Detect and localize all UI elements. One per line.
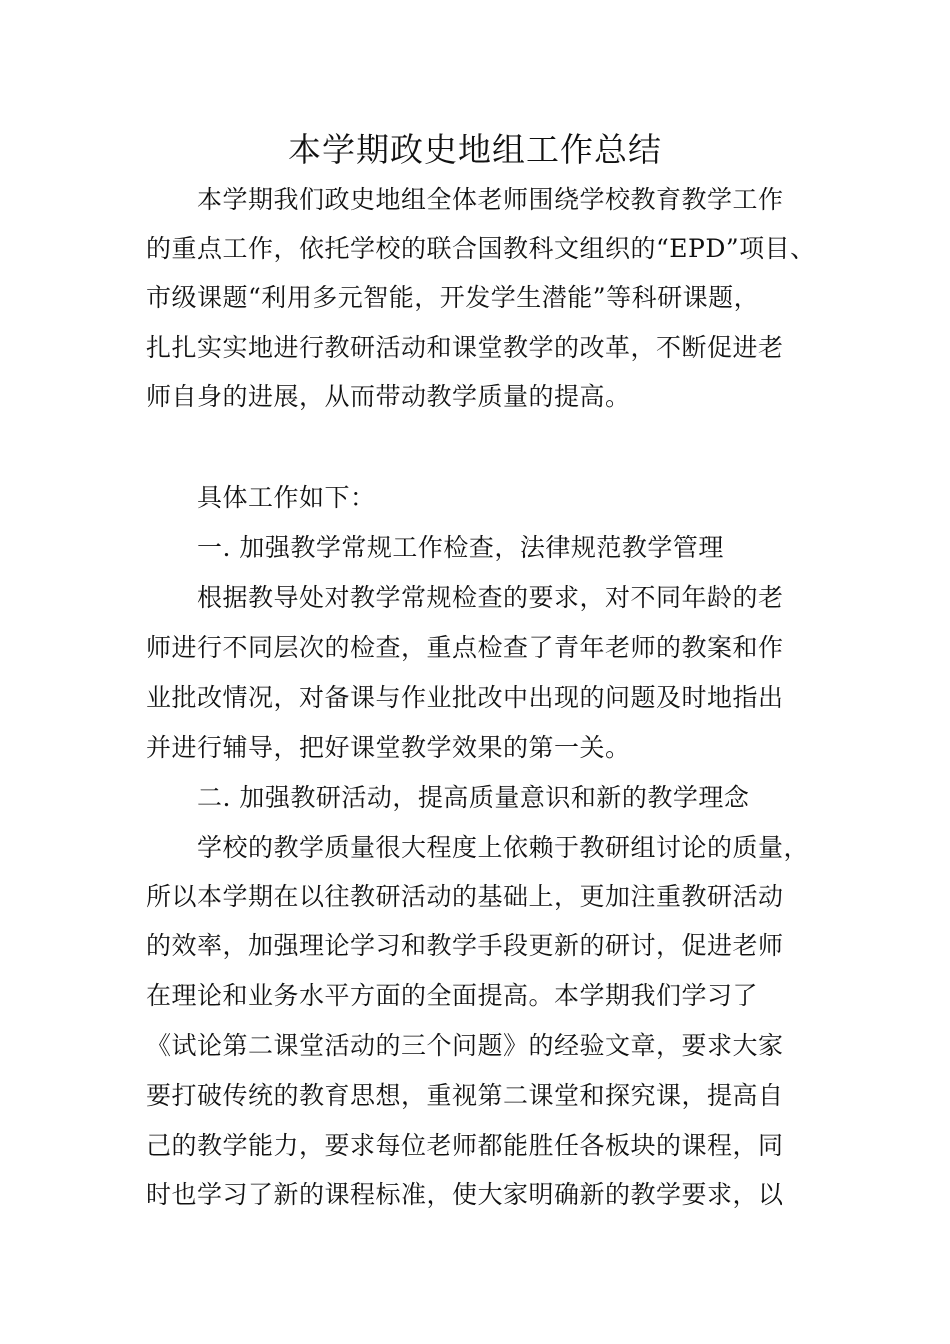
paragraph-line: 要打破传统的教育思想，重视第二课堂和探究课，提高自 <box>146 1081 784 1110</box>
paragraph-line: 师自身的进展，从而带动教学质量的提高。 <box>146 382 631 411</box>
paragraph-line: 《试论第二课堂活动的三个问题》的经验文章，要求大家 <box>146 1031 784 1060</box>
paragraph-line: 本学期我们政史地组全体老师围绕学校教育教学工作 <box>197 185 784 214</box>
section-heading: 一. 加强教学常规工作检查，法律规范教学管理 <box>197 533 724 562</box>
paragraph-line: 市级课题“利用多元智能，开发学生潜能”等科研课题， <box>146 283 760 312</box>
paragraph-line: 己的教学能力，要求每位老师都能胜任各板块的课程，同 <box>146 1131 784 1160</box>
paragraph-line: 学校的教学质量很大程度上依赖于教研组讨论的质量， <box>197 833 810 862</box>
paragraph-line: 具体工作如下： <box>197 483 376 512</box>
page-title: 本学期政史地组工作总结 <box>288 130 662 169</box>
section-heading: 二. 加强教研活动，提高质量意识和新的教学理念 <box>197 783 750 812</box>
paragraph-line: 所以本学期在以往教研活动的基础上，更加注重教研活动 <box>146 882 784 911</box>
paragraph-line: 的重点工作，依托学校的联合国教科文组织的“EPD”项目、 <box>146 234 816 263</box>
paragraph-line: 扎扎实实地进行教研活动和课堂教学的改革，不断促进老 <box>146 333 784 362</box>
paragraph-line: 时也学习了新的课程标准，使大家明确新的教学要求，以 <box>146 1180 784 1209</box>
paragraph-line: 根据教导处对教学常规检查的要求，对不同年龄的老 <box>197 583 784 612</box>
paragraph-line: 的效率，加强理论学习和教学手段更新的研讨，促进老师 <box>146 931 784 960</box>
paragraph-line: 业批改情况，对备课与作业批改中出现的问题及时地指出 <box>146 683 784 712</box>
paragraph-line: 在理论和业务水平方面的全面提高。本学期我们学习了 <box>146 981 759 1010</box>
paragraph-line: 师进行不同层次的检查，重点检查了青年老师的教案和作 <box>146 633 784 662</box>
paragraph-line: 并进行辅导，把好课堂教学效果的第一关。 <box>146 733 631 762</box>
